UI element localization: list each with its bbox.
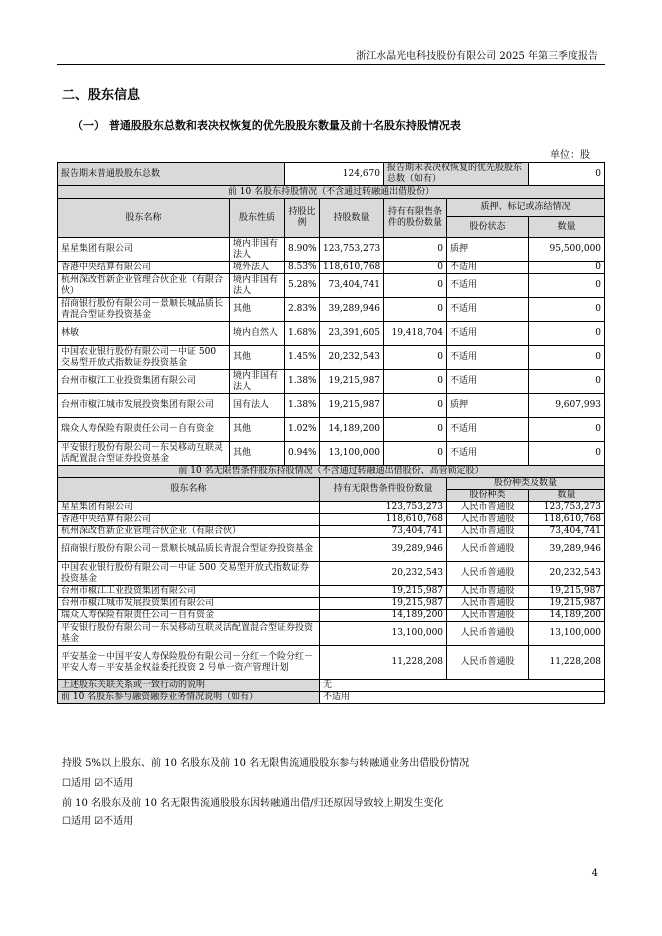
- preferred-holders-value: 0: [529, 163, 605, 186]
- unrestricted-share-count: 118,610,768: [320, 514, 447, 526]
- col-header-shares: 持股数量: [320, 199, 384, 238]
- section-title: 二、股东信息: [62, 88, 141, 103]
- restricted-shares: 0: [384, 346, 447, 370]
- shares-held: 13,100,000: [320, 442, 384, 466]
- shares-held: 39,289,946: [320, 298, 384, 322]
- table-row: [58, 346, 605, 370]
- share-quantity: 20,232,543: [529, 562, 605, 586]
- shares-held: 14,189,200: [320, 418, 384, 442]
- shareholder-nature: 其他: [230, 442, 285, 466]
- note-change: 前 10 名股东及前 10 名无限售流通股股东因转融通出借/归还原因导致较上期发生变化: [62, 798, 444, 809]
- applicable-checkbox[interactable]: ☐适用: [62, 778, 91, 789]
- shareholder-name: 平安银行股份有限公司－东吴移动互联灵活配置混合型证券投资基金: [58, 442, 230, 466]
- unrestricted-share-count: 39,289,946: [320, 538, 447, 562]
- table-row: [58, 394, 605, 418]
- unit-label: 单位：股: [550, 150, 590, 161]
- pledge-quantity: 95,500,000: [529, 238, 605, 262]
- unrestricted-share-count: 13,100,000: [320, 622, 447, 646]
- shareholder-nature: 境内非国有法人: [230, 370, 285, 394]
- shares-held: 19,215,987: [320, 370, 384, 394]
- pledge-quantity: 0: [529, 418, 605, 442]
- pledge-quantity: 0: [529, 262, 605, 274]
- unrestricted-caption: 前 10 名无限售条件股东持股情况（不含通过转融通出借股份、高管锁定股）: [58, 466, 605, 478]
- shareholder-nature: 境内非国有法人: [230, 274, 285, 298]
- relations-label: 上述股东关联关系或一致行动的说明: [58, 680, 320, 692]
- note-change-options: [62, 812, 133, 827]
- shareholder-nature: 其他: [230, 418, 285, 442]
- share-quantity: 118,610,768: [529, 514, 605, 526]
- shareholder-table: [57, 162, 605, 704]
- total-holders-value: 124,670: [285, 163, 384, 186]
- shareholder-name: 香港中央结算有限公司: [58, 262, 230, 274]
- pledge-quantity: 0: [529, 322, 605, 346]
- share-quantity: 73,404,741: [529, 526, 605, 538]
- holding-ratio: 8.90%: [285, 238, 320, 262]
- pledge-quantity: 0: [529, 298, 605, 322]
- col-header-quantity: 数量: [529, 217, 605, 238]
- u-col-header-type-group: 股份种类及数量: [447, 478, 605, 490]
- share-quantity: 39,289,946: [529, 538, 605, 562]
- unrestricted-share-count: 20,232,543: [320, 562, 447, 586]
- header-divider: [57, 64, 605, 65]
- unrestricted-holder-name: 杭州深改哲新企业管理合伙企业（有限合伙）: [58, 526, 320, 538]
- pledge-status: 不适用: [447, 442, 529, 466]
- restricted-shares: 19,418,704: [384, 322, 447, 346]
- note-lending: 持股 5%以上股东、前 10 名股东及前 10 名无限售流通股股东参与转融通业务出借股份情况: [62, 758, 470, 769]
- applicable-checkbox[interactable]: ☐适用: [62, 816, 91, 827]
- holding-ratio: 1.38%: [285, 394, 320, 418]
- u-col-header-type: 股份种类: [447, 490, 529, 502]
- unrestricted-holder-name: 香港中央结算有限公司: [58, 514, 320, 526]
- not-applicable-checkbox[interactable]: ☑不适用: [94, 778, 134, 789]
- subsection-title: （一） 普通股股东总数和表决权恢复的优先股股东数量及前十名股东持股情况表: [72, 119, 461, 132]
- shares-held: 123,753,273: [320, 238, 384, 262]
- share-quantity: 13,100,000: [529, 622, 605, 646]
- restricted-shares: 0: [384, 394, 447, 418]
- col-header-restricted: 持有有限售条件的股份数量: [384, 199, 447, 238]
- share-type: 人民币普通股: [447, 598, 529, 610]
- shares-held: 118,610,768: [320, 262, 384, 274]
- pledge-status: 不适用: [447, 274, 529, 298]
- share-type: 人民币普通股: [447, 610, 529, 622]
- note-lending-options: [62, 774, 133, 789]
- unrestricted-share-count: 123,753,273: [320, 502, 447, 514]
- pledge-status: 不适用: [447, 346, 529, 370]
- report-header: 浙江水晶光电科技股份有限公司 2025 年第三季度报告: [356, 51, 598, 62]
- relations-value: 无: [320, 680, 605, 692]
- holding-ratio: 2.83%: [285, 298, 320, 322]
- pledge-status: 不适用: [447, 370, 529, 394]
- pledge-quantity: 0: [529, 274, 605, 298]
- margin-value: 不适用: [320, 692, 605, 704]
- shareholder-nature: 国有法人: [230, 394, 285, 418]
- total-holders-label: 报告期末普通股股东总数: [58, 163, 285, 186]
- u-col-header-quantity: 数量: [529, 490, 605, 502]
- restricted-shares: 0: [384, 274, 447, 298]
- share-type: 人民币普通股: [447, 586, 529, 598]
- pledge-quantity: 0: [529, 442, 605, 466]
- table-row: [58, 274, 605, 298]
- pledge-status: 质押: [447, 394, 529, 418]
- unrestricted-holder-name: 招商银行股份有限公司－景顺长城品质长青混合型证券投资基金: [58, 538, 320, 562]
- share-type: 人民币普通股: [447, 646, 529, 680]
- shareholder-nature: 其他: [230, 298, 285, 322]
- unrestricted-holder-name: 平安银行股份有限公司－东吴移动互联灵活配置混合型证券投资基金: [58, 622, 320, 646]
- unrestricted-holder-name: 台州市椒江城市发展投资集团有限公司: [58, 598, 320, 610]
- unrestricted-holder-name: 星星集团有限公司: [58, 502, 320, 514]
- table-row: [58, 610, 605, 622]
- share-quantity: 11,228,208: [529, 646, 605, 680]
- shareholder-nature: 境内自然人: [230, 322, 285, 346]
- table-row: [58, 418, 605, 442]
- restricted-shares: 0: [384, 238, 447, 262]
- table-row: [58, 370, 605, 394]
- restricted-shares: 0: [384, 370, 447, 394]
- share-quantity: 19,215,987: [529, 586, 605, 598]
- holding-ratio: 1.68%: [285, 322, 320, 346]
- restricted-shares: 0: [384, 262, 447, 274]
- table-row: [58, 514, 605, 526]
- table-row: [58, 586, 605, 598]
- shareholder-name: 星星集团有限公司: [58, 238, 230, 262]
- unrestricted-holder-name: 中国农业银行股份有限公司－中证 500 交易型开放式指数证券投资基金: [58, 562, 320, 586]
- holding-ratio: 1.45%: [285, 346, 320, 370]
- share-type: 人民币普通股: [447, 538, 529, 562]
- table-row: [58, 598, 605, 610]
- unrestricted-share-count: 19,215,987: [320, 586, 447, 598]
- page-number: 4: [591, 868, 598, 879]
- restricted-shares: 0: [384, 442, 447, 466]
- shareholder-name: 招商银行股份有限公司－景顺长城品质长青混合型证券投资基金: [58, 298, 230, 322]
- not-applicable-checkbox[interactable]: ☑不适用: [94, 816, 134, 827]
- table-row: [58, 646, 605, 680]
- col-header-status: 股份状态: [447, 217, 529, 238]
- share-quantity: 19,215,987: [529, 598, 605, 610]
- pledge-status: 不适用: [447, 322, 529, 346]
- pledge-status: 质押: [447, 238, 529, 262]
- unrestricted-share-count: 11,228,208: [320, 646, 447, 680]
- unrestricted-share-count: 73,404,741: [320, 526, 447, 538]
- holding-ratio: 5.28%: [285, 274, 320, 298]
- shares-held: 20,232,543: [320, 346, 384, 370]
- pledge-quantity: 0: [529, 370, 605, 394]
- preferred-holders-label: 报告期末表决权恢复的优先股股东总数（如有）: [384, 163, 529, 186]
- col-header-ratio: 持股比例: [285, 199, 320, 238]
- table-row: [58, 526, 605, 538]
- holding-ratio: 8.53%: [285, 262, 320, 274]
- shareholder-name: 杭州深改哲新企业管理合伙企业（有限合伙）: [58, 274, 230, 298]
- u-col-header-count: 持有无限售条件股份数量: [320, 478, 447, 502]
- table-row: [58, 502, 605, 514]
- table-row: [58, 262, 605, 274]
- unrestricted-share-count: 14,189,200: [320, 610, 447, 622]
- table-row: [58, 442, 605, 466]
- unrestricted-holder-name: 平安基金－中国平安人寿保险股份有限公司－分红－个险分红－平安人寿－平安基金权益委托投资 2 号单一资产管理计划: [58, 646, 320, 680]
- share-type: 人民币普通股: [447, 562, 529, 586]
- col-header-pledge-group: 质押、标记或冻结情况: [447, 199, 605, 217]
- share-quantity: 123,753,273: [529, 502, 605, 514]
- holding-ratio: 1.02%: [285, 418, 320, 442]
- shareholder-name: 林敏: [58, 322, 230, 346]
- table-row: [58, 298, 605, 322]
- table-row: [58, 622, 605, 646]
- table-row: [58, 538, 605, 562]
- pledge-status: 不适用: [447, 418, 529, 442]
- restricted-shares: 0: [384, 418, 447, 442]
- share-type: 人民币普通股: [447, 622, 529, 646]
- pledge-quantity: 9,607,993: [529, 394, 605, 418]
- table-row: [58, 322, 605, 346]
- shareholder-name: 台州市椒江工业投资集团有限公司: [58, 370, 230, 394]
- shares-held: 73,404,741: [320, 274, 384, 298]
- unrestricted-holder-name: 台州市椒江工业投资集团有限公司: [58, 586, 320, 598]
- shareholder-name: 中国农业银行股份有限公司－中证 500 交易型开放式指数证券投资基金: [58, 346, 230, 370]
- holding-ratio: 0.94%: [285, 442, 320, 466]
- u-col-header-name: 股东名称: [58, 478, 320, 502]
- shareholder-name: 台州市椒江城市发展投资集团有限公司: [58, 394, 230, 418]
- share-type: 人民币普通股: [447, 502, 529, 514]
- share-type: 人民币普通股: [447, 526, 529, 538]
- margin-label: 前 10 名股东参与融资融券业务情况说明（如有）: [58, 692, 320, 704]
- col-header-name: 股东名称: [58, 199, 230, 238]
- shareholder-name: 瑞众人寿保险有限责任公司－自有资金: [58, 418, 230, 442]
- shareholder-nature: 境内非国有法人: [230, 238, 285, 262]
- share-quantity: 14,189,200: [529, 610, 605, 622]
- table-row: [58, 238, 605, 262]
- shares-held: 19,215,987: [320, 394, 384, 418]
- pledge-quantity: 0: [529, 346, 605, 370]
- unrestricted-holder-name: 瑞众人寿保险有限责任公司－自有资金: [58, 610, 320, 622]
- pledge-status: 不适用: [447, 262, 529, 274]
- restricted-shares: 0: [384, 298, 447, 322]
- share-type: 人民币普通股: [447, 514, 529, 526]
- pledge-status: 不适用: [447, 298, 529, 322]
- holding-ratio: 1.38%: [285, 370, 320, 394]
- shares-held: 23,391,605: [320, 322, 384, 346]
- shareholder-nature: 其他: [230, 346, 285, 370]
- unrestricted-share-count: 19,215,987: [320, 598, 447, 610]
- col-header-nature: 股东性质: [230, 199, 285, 238]
- shareholder-nature: 境外法人: [230, 262, 285, 274]
- table-row: [58, 562, 605, 586]
- top10-caption: 前 10 名股东持股情况（不含通过转融通出借股份）: [58, 186, 605, 199]
